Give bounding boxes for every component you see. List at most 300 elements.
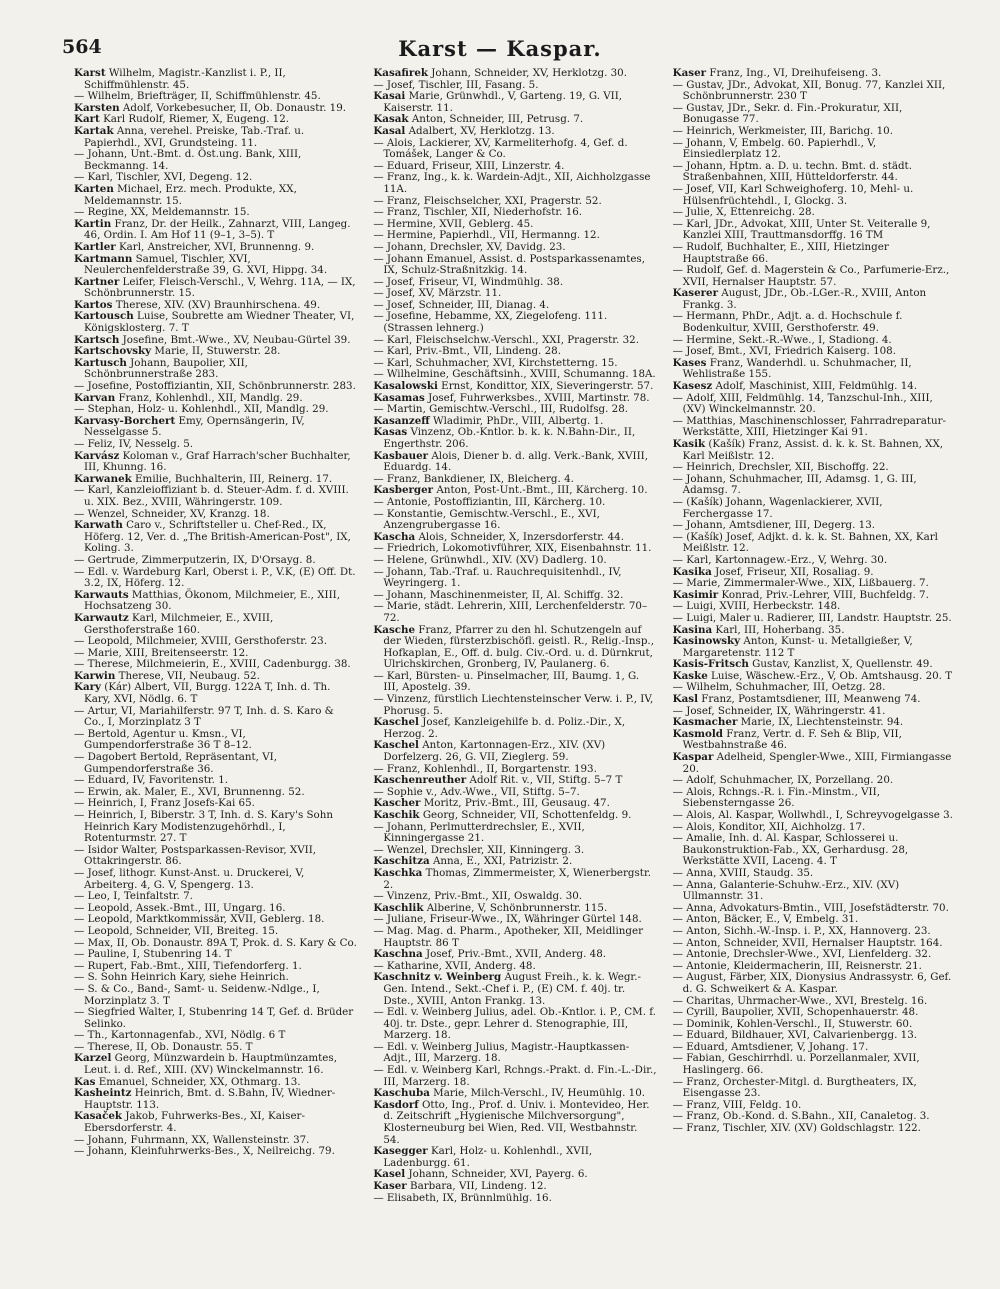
entry-details: — Juliane, Friseur-Wwe., IX, Währinger Gürtel 148. xyxy=(373,913,642,926)
entry-surname: Kasamas xyxy=(373,391,425,404)
entry-surname: Kaschlik xyxy=(373,901,424,914)
entry-surname: Kasinowsky xyxy=(672,635,741,648)
column-middle xyxy=(373,68,656,1278)
entry-details: Johann, Schneider, XV, Herklotzg. 30. xyxy=(428,68,628,79)
entry-details: — Leopold, Schneider, VII, Breiteg. 15. xyxy=(74,924,279,937)
entry-details: — Katharine, XVII, Anderg. 48. xyxy=(373,959,536,972)
entry-details: — Hermann, PhDr., Adjt. a. d. Hochschule f. Bodenkultur, XVIII, Gersthoferstr. 49. xyxy=(672,310,903,335)
entry-details: — Mag. Mag. d. Pharm., Apotheker, XII, Meidlinger Hauptstr. 86 T xyxy=(373,924,643,949)
entry-details: (Kár) Albert, VII, Burgg. 122A T, Inh. d. Th. Kary, XVI, Nödlg. 6. T xyxy=(84,681,331,706)
entry-details: — Franz, VIII, Feldg. 10. xyxy=(672,1098,802,1111)
entry-surname: Kartmann xyxy=(74,252,133,265)
entry-details: Thomas, Zimmermeister, X, Wienerbergstr. 2. xyxy=(383,866,652,891)
entry-surname: Kases xyxy=(672,356,707,369)
directory-entry xyxy=(673,729,956,752)
entry-surname: Kaschka xyxy=(373,866,423,879)
entry-details: — Wenzel, Schneider, XV, Kranzg. 18. xyxy=(74,507,270,520)
entry-details: — Anna, Advokaturs-Bmtin., VIII, Josefstädterstr. 70. xyxy=(672,901,949,914)
entry-details: — Gertrude, Zimmerputzerin, IX, D'Orsayg. 8. xyxy=(74,553,316,566)
entry-details: — Vinzenz, Priv.-Bmt., XII, Oswaldg. 30. xyxy=(373,890,583,903)
entry-surname: Karwath xyxy=(74,519,123,532)
column-right xyxy=(673,68,956,1278)
entry-surname: Kasheintz xyxy=(74,1087,132,1100)
entry-details: Alois, Schneider, X, Inzersdorferstr. 44. xyxy=(415,530,624,543)
directory-entry xyxy=(74,277,357,300)
entry-details: — Josef, Schneider, IX, Währingerstr. 41. xyxy=(672,704,886,717)
entry-details: Franz, Kohlenhdl., XII, Mandlg. 29. xyxy=(115,391,303,404)
entry-surname: Kartos xyxy=(74,298,113,311)
entry-details: Anton, Post-Unt.-Bmt., III, Kärcherg. 10. xyxy=(433,484,648,497)
entry-surname: Kasis-Fritsch xyxy=(672,658,749,671)
directory-entry xyxy=(673,393,956,416)
entry-details: — Alois, Al. Kaspar, Wollwhdl., I, Schreyvogelgasse 3. xyxy=(672,809,953,821)
entry-details: Marie, II, Stuwerstr. 28. xyxy=(151,345,281,358)
entry-surname: Kasaček xyxy=(74,1110,123,1123)
entry-details: — Luigi, Maler u. Radierer, III, Landstr. Hauptstr. 25. xyxy=(672,611,952,624)
entry-details: — Marie, XIII, Breitenseerstr. 12. xyxy=(74,646,249,659)
directory-entry xyxy=(74,682,357,705)
entry-details: — Marie, städt. Lehrerin, XIII, Lerchenfelderstr. 70–72. xyxy=(373,600,648,624)
directory-entry xyxy=(74,1088,357,1111)
entry-details: — Rudolf, Gef. d. Magerstein & Co., Parfumerie-Erz., XVII, Hernalser Hauptstr. 57. xyxy=(672,264,950,288)
entry-surname: Kasbauer xyxy=(373,449,429,462)
column-left xyxy=(74,68,357,1278)
entry-details: Samuel, Tischler, XVI, Neulerchenfelderstraße 39, G. XVI, Hippg. 34. xyxy=(84,252,328,277)
entry-details: — Anton, Bäcker, E., V, Embelg. 31. xyxy=(672,913,859,926)
directory-entry xyxy=(673,636,956,659)
entry-details: Adelheid, Spengler-Wwe., XIII, Firmiangasse 20. xyxy=(682,751,952,775)
directory-entry xyxy=(373,509,656,532)
directory-entry xyxy=(74,984,357,1007)
entry-details: Barbara, VII, Lindeng. 12. xyxy=(406,1180,547,1192)
entry-details: — Johann, Unt.-Bmt. d. Öst.ung. Bank, XIII, Beckmanng. 14. xyxy=(74,148,302,172)
entry-details: — Franz, Bankdiener, IX, Bleicherg. 4. xyxy=(373,472,574,485)
entry-surname: Kasche xyxy=(373,623,416,636)
directory-entry xyxy=(373,694,656,717)
entry-details: — Max, II, Ob. Donaustr. 89A T, Prok. d. S. Kary & Co. xyxy=(74,936,357,949)
entry-details: — Franz, Fleischselcher, XXI, Pragerstr. 52. xyxy=(373,194,602,207)
entry-details: — Rupert, Fab.-Bmt., XIII, Tiefendorferg. 1. xyxy=(74,959,302,972)
entry-details: — Matthias, Maschinenschlosser, Fahrradreparatur-Werkstätte, XIII, Hietzinger Kai 91. xyxy=(672,414,947,439)
directory-entry xyxy=(373,671,656,694)
directory-entry xyxy=(673,1053,956,1076)
entry-details: — Hermine, XVII, Geblerg. 45. xyxy=(373,217,534,230)
entry-surname: Kaschenreuther xyxy=(373,774,467,787)
entry-details: Therese, XIV. (XV) Braunhirschena. 49. xyxy=(112,298,321,311)
entry-details: Otto, Ing., Prof. d. Univ. i. Montevideo, Her. d. Zeitschrift „Hygienische Milchversorgung", Klosterneuburg bei Wien, Red. VII, Westbahnstr. 54. xyxy=(383,1098,650,1146)
entry-details: — Josef, VII, Karl Schweighoferg. 10, Mehl- u. Hülsenfrüchtehdl., I, Glockg. 3. xyxy=(672,182,914,207)
entry-details: — Franz, Tischler, XII, Niederhofstr. 16. xyxy=(373,206,583,219)
directory-entry xyxy=(673,497,956,520)
directory-entry xyxy=(673,265,956,288)
directory-entry xyxy=(373,868,656,891)
directory-entry xyxy=(373,91,656,114)
directory-entry xyxy=(373,1065,656,1088)
entry-details: Anton, Kunst- u. Metallgießer, V, Margaretenstr. 112 T xyxy=(682,635,913,659)
entry-details: — Wilhelm, Briefträger, II, Schiffmühlenstr. 45. xyxy=(74,90,321,103)
directory-entry xyxy=(373,625,656,671)
entry-details: Adolf, Maschinist, XIII, Feldmühlg. 14. xyxy=(712,380,918,393)
entry-details: Emanuel, Schneider, XX, Othmarg. 13. xyxy=(95,1075,301,1088)
entry-details: — Dagobert Bertold, Repräsentant, VI, Gumpendorferstraße 36. xyxy=(74,751,278,775)
entry-surname: Kasina xyxy=(672,623,713,636)
entry-details: — Johann, V, Embelg. 60. Papierhdl., V, Einsiedlerplatz 12. xyxy=(672,136,877,161)
entry-surname: Kasik xyxy=(672,438,706,450)
directory-entry xyxy=(373,1193,656,1205)
entry-surname: Kaschitza xyxy=(373,855,430,868)
directory-entry xyxy=(673,787,956,810)
entry-surname: Kasimir xyxy=(672,588,719,601)
entry-details: Jakob, Fuhrwerks-Bes., XI, Kaiser-Ebersdorferstr. 4. xyxy=(84,1110,305,1135)
entry-details: — Edl. v. Wardeburg Karl, Oberst i. P., V.K, (E) Off. Dt. 3.2, IX, Höferg. 12. xyxy=(74,565,356,590)
directory-entry xyxy=(673,1077,956,1100)
entry-surname: Kasmacher xyxy=(672,716,738,729)
entry-details: — Dominik, Kohlen-Verschl., II, Stuwerstr. 60. xyxy=(672,1017,913,1030)
directory-entry xyxy=(373,138,656,161)
entry-details: Emy, Opernsängerin, IV, Nesselgasse 5. xyxy=(84,414,305,439)
entry-details: — Feliz, IV, Nesselg. 5. xyxy=(74,438,194,450)
entry-details: Gustav, Kanzlist, X, Quellenstr. 49. xyxy=(748,658,933,671)
entry-details: Marie, Grünwhdl., V, Garteng. 19, G. VII, Kaiserstr. 11. xyxy=(383,90,623,114)
entry-details: Ernst, Kondittor, XIX, Sieveringerstr. 57. xyxy=(437,380,654,393)
entry-details: — Franz, Tischler, XIV. (XV) Goldschlagstr. 122. xyxy=(672,1122,921,1135)
entry-details: — Siegfried Walter, I, Stubenring 14 T, Gef. d. Brüder Selinko. xyxy=(74,1006,354,1030)
entry-details: Moritz, Priv.-Bmt., III, Geusaug. 47. xyxy=(420,797,610,810)
entry-details: Anna, E., XXI, Patrizistr. 2. xyxy=(429,855,573,868)
entry-details: Anton, Schneider, III, Petrusg. 7. xyxy=(408,113,584,126)
directory-entry xyxy=(673,219,956,242)
entry-details: — Wenzel, Drechsler, XII, Kinningerg. 3. xyxy=(373,843,585,856)
entry-details: Josef, Fuhrwerksbes., XVIII, Martinstr. 78. xyxy=(424,391,650,404)
directory-entry xyxy=(373,740,656,763)
entry-details: — Johann, Perlmutterdrechsler, E., XVII, Kinningergasse 21. xyxy=(373,820,585,845)
directory-entry xyxy=(373,822,656,845)
entry-details: Georg, Münzwardein b. Hauptmünzamtes, Leut. i. d. Ref., XIII. (XV) Winckelmannstr. 16. xyxy=(84,1052,337,1077)
entry-surname: Kasmold xyxy=(672,727,723,740)
entry-details: — Alois, Rchngs.-R. i. Fin.-Minstm., VII, Siebensterngasse 26. xyxy=(672,785,880,810)
entry-details: — Leo, I, Teinfaltstr. 7. xyxy=(74,890,193,903)
entry-surname: Kaspar xyxy=(672,751,714,764)
entry-details: August, JDr., Ob.-LGer.-R., XVIII, Anton Frankg. 3. xyxy=(682,287,927,311)
directory-entry xyxy=(673,474,956,497)
directory-entry xyxy=(74,1146,357,1158)
entry-details: — Wilhelmine, Geschäftsinh., XVIII, Schumanng. 18A. xyxy=(373,368,656,381)
entry-details: — Eduard, Bildhauer, XVI, Calvarienbergg. 13. xyxy=(672,1029,918,1042)
entry-details: — Josef, Friseur, VI, Windmühlg. 38. xyxy=(373,275,564,288)
directory-entry xyxy=(373,926,656,949)
entry-details: — Karl, JDr., Advokat, XIII, Unter St. Veiteralle 9, Kanzlei XIII, Trauttmansdorffg. 16 TM xyxy=(672,217,931,242)
entry-details: — Leopold, Assek.-Bmt., III, Ungarg. 16. xyxy=(74,901,286,914)
entry-details: Anton, Kartonnagen-Erz., XIV. (XV) Dorfelzerg. 26, G. VII, Zieglerg. 59. xyxy=(383,739,606,764)
entry-details: Michael, Erz. mech. Produkte, XX, Meldemannstr. 15. xyxy=(84,182,297,207)
entry-details: Adolf Rit. v., VII, Stiftg. 5–7 T xyxy=(466,774,623,787)
entry-details: — Josef, XV, Märzstr. 11. xyxy=(373,287,502,300)
entry-details: — Wilhelm, Schuhmacher, III, Oetzg. 28. xyxy=(672,681,886,694)
entry-surname: Kasl xyxy=(672,693,698,706)
entry-surname: Kartousch xyxy=(74,310,134,323)
entry-details: — Elisabeth, IX, Brünnlmühlg. 16. xyxy=(373,1191,552,1204)
entry-details: Karl Rudolf, Riemer, X, Eugeng. 12. xyxy=(99,113,290,126)
entry-details: — Amalie, Inh. d. Al. Kaspar, Schlosserei u. Baukonstruktion-Fab., XX, Gerhardusg. 28, Werkstätte XVII, Laceng. 4. T xyxy=(672,832,909,868)
entry-details: — Leopold, Marktkommissär, XVII, Geblerg. 18. xyxy=(74,913,325,926)
entry-details: — Antonie, Drechsler-Wwe., XVI, Lienfelderg. 32. xyxy=(672,948,932,961)
directory-entry xyxy=(673,416,956,439)
entry-details: — Alois, Lackierer, XV, Karmeliterhofg. 4, Gef. d. Tomášek, Langer & Co. xyxy=(373,136,628,161)
entry-surname: Kaserer xyxy=(672,287,719,300)
directory-entry xyxy=(373,427,656,450)
directory-entry xyxy=(673,103,956,126)
entry-surname: Kasak xyxy=(373,113,409,126)
entry-details: — Franz, Kohlenhdl., II, Borgartenstr. 193. xyxy=(373,762,597,775)
entry-surname: Karvasy-Borchert xyxy=(74,414,176,427)
entry-surname: Karst xyxy=(74,68,106,79)
entry-details: — Th., Kartonnagenfab., XVI, Nödlg. 6 T xyxy=(74,1029,286,1042)
entry-details: — Karl, Fleischselchw.-Verschl., XXI, Pragerstr. 32. xyxy=(373,333,639,346)
entry-details: — Johann, Maschinenmeister, II, Al. Schiffg. 32. xyxy=(373,588,624,601)
entry-surname: Kartak xyxy=(74,124,114,137)
entry-details: — Julie, X, Ettenreichg. 28. xyxy=(672,206,815,219)
entry-surname: Kaschuba xyxy=(373,1087,430,1100)
entry-surname: Kaschik xyxy=(373,809,420,821)
entry-surname: Kaser xyxy=(373,1180,407,1192)
directory-entry xyxy=(74,520,357,555)
directory-entry xyxy=(74,416,357,439)
entry-details: — Josef, Tischler, III, Fasang. 5. xyxy=(373,78,539,91)
directory-entry xyxy=(74,68,357,91)
entry-details: — Alois, Konditor, XII, Aichholzg. 17. xyxy=(672,820,866,833)
entry-details: — Karl, Bürsten- u. Pinselmacher, III, Baumg. 1, G. III, Apostelg. 39. xyxy=(373,669,640,694)
entry-details: — Josefine, Postoffiziantin, XII, Schönbrunnerstr. 283. xyxy=(74,380,356,393)
directory-entry xyxy=(673,532,956,555)
directory-entry xyxy=(673,880,956,903)
entry-surname: Kasesz xyxy=(672,380,713,393)
entry-details: Franz, Dr. der Heilk., Zahnarzt, VIII, Langeg. 46, Ordin. I. Am Hof 11 (9–1, 3–5). T xyxy=(84,217,351,242)
entry-details: — Karl, Tischler, XVI, Degeng. 12. xyxy=(74,171,253,184)
directory-entry xyxy=(373,1146,656,1169)
entry-details: — Josef, Bmt., XVI, Friedrich Kaiserg. 108. xyxy=(672,345,897,358)
directory-entry xyxy=(673,311,956,334)
entry-surname: Kaschel xyxy=(373,716,419,729)
entry-details: — Franz, Ob.-Kond. d. S.Bahn., XII, Canaletog. 3. xyxy=(672,1110,930,1123)
entry-details: — Anna, XVIII, Staudg. 35. xyxy=(672,866,814,879)
directory-entry xyxy=(74,311,357,334)
entry-surname: Karsten xyxy=(74,101,120,114)
entry-details: Koloman v., Graf Harrach'scher Buchhalter, III, Khunng. 16. xyxy=(84,449,351,474)
directory-columns xyxy=(74,68,956,1278)
entry-details: — Anton, Schneider, XVII, Hernalser Hauptstr. 164. xyxy=(672,936,943,949)
directory-entry xyxy=(74,451,357,474)
entry-details: — Hermine, Papierhdl., VII, Hermanng. 12. xyxy=(373,229,600,242)
entry-details: Matthias, Ökonom, Milchmeier, E., XIII, Hochsatzeng 30. xyxy=(84,588,341,613)
entry-details: — Regine, XX, Meldemannstr. 15. xyxy=(74,206,250,219)
entry-surname: Karwanek xyxy=(74,472,132,485)
entry-surname: Karten xyxy=(74,182,114,195)
entry-details: Adolf, Vorkebesucher, II, Ob. Donaustr. 19. xyxy=(119,101,347,114)
entry-details: — Johann, Schuhmacher, III, Adamsg. 1, G. III, Adamsg. 7. xyxy=(672,472,917,497)
directory-entry xyxy=(673,1123,956,1135)
entry-surname: Kaschna xyxy=(373,948,423,961)
entry-details: Franz, Postamtsdiener, III, Meanweng 74. xyxy=(698,693,921,706)
entry-details: — Martin, Gemischtw.-Verschl., III, Rudolfsg. 28. xyxy=(373,403,629,416)
entry-details: — Cyrill, Baupolier, XVII, Schopenhauerstr. 48. xyxy=(672,1006,919,1019)
entry-details: — Vinzenz, fürstlich Liechtensteinscher Verw. i. P., IV, Phorusg. 5. xyxy=(373,693,654,717)
entry-surname: Kaschel xyxy=(373,739,419,752)
entry-details: — Adolf, Schuhmacher, IX, Porzellang. 20. xyxy=(672,774,894,787)
entry-details: — Johann, Tab.-Traf. u. Rauchrequisitenhdl., IV, Weyringerg. 1. xyxy=(373,565,622,590)
entry-details: Wilhelm, Magistr.-Kanzlist i. P., II, Schiffmühlenstr. 45. xyxy=(84,68,286,91)
entry-details: — Sophie v., Adv.-Wwe., VII, Stiftg. 5–7. xyxy=(373,785,580,798)
entry-surname: Kasegger xyxy=(373,1145,428,1158)
entry-details: — Artur, VI, Mariahilferstr. 97 T, Inh. d. S. Karo & Co., I, Morzinplatz 3 T xyxy=(74,704,334,729)
entry-surname: Kartler xyxy=(74,240,116,253)
entry-details: Emilie, Buchhalterin, III, Reinerg. 17. xyxy=(131,472,333,485)
entry-details: Karl, III, Hoherbang. 35. xyxy=(712,623,845,636)
directory-entry xyxy=(673,184,956,207)
running-head: Karst — Kaspar. xyxy=(398,36,602,61)
directory-entry xyxy=(74,1007,357,1030)
directory-entry xyxy=(373,1007,656,1042)
entry-details: Franz, Ing., VI, Dreihufeiseng. 3. xyxy=(706,68,882,79)
entry-surname: Karwauts xyxy=(74,588,129,601)
entry-surname: Kasas xyxy=(373,426,408,439)
entry-details: — S. & Co., Band-, Samt- u. Seidenw.-Ndlge., I, Morzinplatz 3. T xyxy=(74,982,320,1007)
entry-details: — Eduard, Amtsdiener, V, Johang. 17. xyxy=(672,1040,869,1053)
entry-details: Josef, Kanzleigehilfe b. d. Poliz.-Dir., X, Herzog. 2. xyxy=(383,716,626,740)
entry-details: — Antonie, Postoffiziantin, III, Kärcherg. 10. xyxy=(373,495,606,508)
entry-surname: Karzel xyxy=(74,1052,112,1065)
entry-details: — Antonie, Kleidermacherin, III, Reisnerstr. 21. xyxy=(672,959,922,972)
entry-surname: Kartschovsky xyxy=(74,345,152,358)
entry-surname: Karvász xyxy=(74,449,120,462)
entry-details: — Marie, Zimmermaler-Wwe., XIX, Lißbauerg. 7. xyxy=(672,577,929,590)
directory-entry xyxy=(373,601,656,624)
entry-details: — Gustav, JDr., Advokat, XII, Bonug. 77, Kanzlei XII, Schönbrunnerstr. 230 T xyxy=(672,78,946,103)
entry-details: — Helene, Grünwhdl., XIV. (XV) Dadlerg. 10. xyxy=(373,553,607,566)
directory-entry xyxy=(74,184,357,207)
entry-details: — Konstantie, Gemischtw.-Verschl., E., XVI, Anzengrubergasse 16. xyxy=(373,507,600,532)
entry-details: — Bertold, Agentur u. Kmsn., VI, Gumpendorferstraße 36 T 8–12. xyxy=(74,727,252,752)
entry-details: — Edl. v. Weinberg Julius, Magistr.-Hauptkassen-Adjt., III, Marzerg. 18. xyxy=(373,1040,630,1065)
directory-entry xyxy=(74,567,357,590)
directory-entry xyxy=(74,358,357,381)
entry-surname: Kasberger xyxy=(373,484,434,497)
entry-surname: Kartusch xyxy=(74,356,127,369)
directory-entry xyxy=(74,590,357,613)
directory-entry xyxy=(74,752,357,775)
entry-details: Franz, Pfarrer zu den hl. Schutzengeln auf der Wieden, fürsterzbischöfl. geistl. R., Relig.-Insp., Hofkaplan, E., Off. d. bulg. Civ.-Ord. u. d. Dürnkrut, Ulrichskirchen, Gronberg, IV, Paulanerg. 6. xyxy=(383,623,654,671)
entry-surname: Kaschnitz v. Weinberg xyxy=(373,971,502,984)
entry-details: — Rudolf, Buchhalter, E., XIII, Hietzinger Hauptstraße 66. xyxy=(672,240,889,265)
directory-entry xyxy=(74,149,357,172)
entry-details: — Heinrich, Werkmeister, III, Barichg. 10. xyxy=(672,124,893,137)
entry-details: August Freih., k. k. Wegr.-Gen. Intend., Sekt.-Chef i. P., (E) CM. f. 40j. tr. Dste., XVIII, Anton Frankg. 13. xyxy=(383,971,641,1007)
entry-surname: Kartner xyxy=(74,275,120,288)
directory-entry xyxy=(673,161,956,184)
directory-entry xyxy=(673,972,956,995)
entry-details: Josef, Friseur, XII, Rosaliag. 9. xyxy=(711,565,874,578)
entry-details: Karl, Holz- u. Kohlenhdl., XVII, Ladenburgg. 61. xyxy=(383,1145,593,1169)
directory-entry xyxy=(74,706,357,729)
directory-entry xyxy=(74,1111,357,1134)
directory-entry xyxy=(673,138,956,161)
entry-details: Franz, Wanderhdl. u. Schuhmacher, II, Wehlistraße 155. xyxy=(682,356,912,381)
entry-surname: Kasel xyxy=(373,1168,406,1181)
entry-details: — Edl. v. Weinberg Julius, adel. Ob.-Kntlor. i. P., CM. f. 40j. tr. Dste., gepr. Lehrer d. Stenographie, III, Marzerg. 18. xyxy=(373,1006,656,1042)
entry-details: — Johann, Hptm. a. D. u. techn. Bmt. d. städt. Straßenbahnen, XIII, Hütteldorferstr. 44. xyxy=(672,159,912,184)
entry-details: — Hermine, Sekt.-R.-Wwe., I, Stadiong. 4. xyxy=(672,333,892,346)
entry-details: Marie, Milch-Verschl., IV, Heumühlg. 10. xyxy=(429,1087,646,1100)
entry-surname: Kasalowski xyxy=(373,380,438,393)
entry-surname: Kasal xyxy=(373,124,406,137)
directory-entry xyxy=(673,439,956,462)
entry-details: — Pauline, I, Stubenring 14. T xyxy=(74,948,232,961)
directory-entry xyxy=(673,358,956,381)
entry-details: Alberine, V, Schönbrunnerstr. 115. xyxy=(423,901,608,914)
entry-details: — Josef, lithogr. Kunst-Anst. u. Druckerei, V, Arbeiterg. 4, G. V, Spengerg. 13. xyxy=(74,866,305,891)
entry-details: Wladimir, PhDr., VIII, Albertg. 1. xyxy=(429,414,604,427)
entry-details: — Erwin, ak. Maler, E., XVI, Brunnenng. 52. xyxy=(74,785,305,798)
entry-details: Josef, Priv.-Bmt., XVII, Anderg. 48. xyxy=(422,948,607,961)
entry-details: — Edl. v. Weinberg Karl, Rchngs.-Prakt. d. Fin.-L.-Dir., III, Marzerg. 18. xyxy=(373,1064,657,1088)
directory-entry xyxy=(673,752,956,775)
entry-details: — August, Färber, XIX, Dionysius Andrassystr. 6, Gef. d. G. Schweikert & A. Kaspar. xyxy=(672,971,952,995)
entry-details: Alois, Diener b. d. allg. Verk.-Bank, XVIII, Eduardg. 14. xyxy=(383,449,648,474)
entry-details: — Anna, Galanterie-Schuhw.-Erz., XIV. (XV) Ullmannstr. 31. xyxy=(672,878,900,903)
entry-details: — Stephan, Holz- u. Kohlenhdl., XII, Mandlg. 29. xyxy=(74,403,329,416)
directory-entry xyxy=(373,254,656,277)
entry-details: — Josef, Schneider, III, Dianag. 4. xyxy=(373,298,550,311)
entry-surname: Kascher xyxy=(373,797,421,810)
entry-details: — Karl, Kanzleioffiziant b. d. Steuer-Adm. f. d. XVIII. u. XIX. Bez., XVIII, Währingerstr. 109. xyxy=(74,484,349,508)
entry-details: — Adolf, XIII, Feldmühlg. 14, Tanzschul-Inh., XIII, (XV) Winckelmannstr. 20. xyxy=(672,391,933,416)
entry-surname: Kasika xyxy=(672,565,712,578)
entry-surname: Kart xyxy=(74,113,100,126)
directory-entry xyxy=(74,1053,357,1076)
entry-details: Heinrich, Bmt. d. S.Bahn, IV, Wiedner-Hauptstr. 113. xyxy=(84,1087,336,1111)
entry-details: — S. Sohn Heinrich Kary, siehe Heinrich. xyxy=(74,971,289,984)
entry-details: — Karl, Kartonnagew.-Erz., V, Wehrg. 30. xyxy=(672,553,888,566)
entry-surname: Kartsch xyxy=(74,333,120,346)
directory-entry xyxy=(373,451,656,474)
directory-entry xyxy=(74,254,357,277)
entry-details: Johann, Baupolier, XII, Schönbrunnerstraße 283. xyxy=(84,356,248,381)
entry-details: Josefine, Bmt.-Wwe., XV, Neubau-Gürtel 39. xyxy=(119,333,351,346)
entry-details: Johann, Schneider, XVI, Payerg. 6. xyxy=(405,1168,588,1181)
entry-details: — Anton, Sichh.-W.-Insp. i. P., XX, Hannoverg. 23. xyxy=(672,924,931,937)
entry-surname: Kasai xyxy=(373,90,406,103)
directory-entry xyxy=(673,288,956,311)
entry-details: — Karl, Priv.-Bmt., VII, Lindeng. 28. xyxy=(373,345,561,358)
entry-details: Georg, Schneider, VII, Schottenfeldg. 9. xyxy=(419,809,632,821)
entry-details: Caro v., Schriftsteller u. Chef-Red., IX, Höferg. 12, Ver. d. „The British-American-Post", IX, Koling. 3. xyxy=(84,519,351,555)
directory-entry xyxy=(74,845,357,868)
entry-details: — Franz, Orchester-Mitgl. d. Burgtheaters, IX, Eisengasse 23. xyxy=(672,1075,917,1100)
directory-entry xyxy=(373,1042,656,1065)
entry-surname: Kascha xyxy=(373,530,416,543)
directory-entry xyxy=(673,80,956,103)
entry-details: — (Kašík) Johann, Wagenlackierer, XVII, Ferchergasse 17. xyxy=(672,495,883,520)
entry-details: — Leopold, Milchmeier, XVIII, Gersthoferstr. 23. xyxy=(74,635,328,648)
entry-details: — Heinrich, Drechsler, XII, Bischoffg. 22. xyxy=(672,461,889,474)
entry-details: — Heinrich, I, Franz Josefs-Kai 65. xyxy=(74,797,255,810)
entry-details: — Johann, Fuhrmann, XX, Wallensteinstr. 37. xyxy=(74,1133,310,1146)
entry-surname: Kasdorf xyxy=(373,1098,419,1111)
entry-details: Karl, Anstreicher, XVI, Brunnenng. 9. xyxy=(115,240,315,253)
entry-details: — Friedrich, Lokomotivführer, XIX, Eisenbahnstr. 11. xyxy=(373,542,652,555)
directory-entry xyxy=(74,868,357,891)
entry-details: Adalbert, XV, Herklotzg. 13. xyxy=(405,124,555,137)
directory-entry xyxy=(74,219,357,242)
